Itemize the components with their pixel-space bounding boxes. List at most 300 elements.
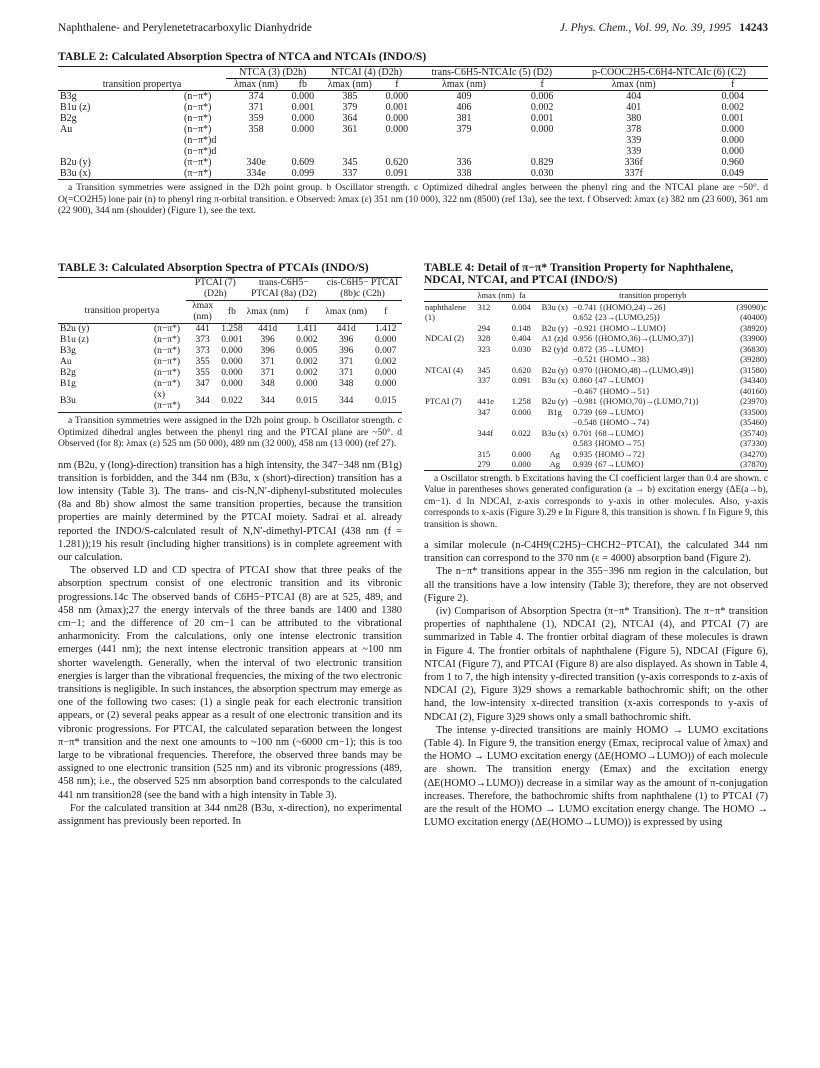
table-cell: 378 [626, 124, 642, 135]
table-3-col-header: transition propertya [58, 301, 186, 324]
table-cell [476, 386, 505, 397]
table-cell: −0.548 {HOMO→74} [572, 417, 651, 427]
table-cell: (34270) [740, 448, 767, 459]
table-cell: (39090)c [736, 301, 767, 312]
table-cell: 379 [342, 102, 358, 113]
table-cell: 0.872 {35→LUMO} [572, 343, 645, 354]
table-cell: 358 [248, 124, 264, 135]
table-cell [538, 417, 572, 428]
table-cell: 0.609 [291, 157, 315, 168]
table-2-grid [58, 66, 768, 180]
table-cell [319, 135, 380, 146]
table-3-col-header: λmax (nm) [186, 301, 219, 324]
table-cell: 0.030 [511, 343, 531, 354]
table-cell: 1.412 [374, 324, 397, 334]
table-cell: 0.000 [221, 368, 243, 378]
paragraph: a similar molecule (n-C4H9(C2H5)−CHCH2−PTCAI), the calculated 344 nm transition can correspond to the 370 nm (ε = 4000) absorption band (Figure 2). [424, 540, 768, 565]
table-cell: 371 [339, 357, 354, 367]
table-cell: 312 [477, 301, 491, 312]
table-cell: B3u (x) [541, 427, 568, 438]
table-cell: 0.000 [291, 91, 315, 102]
table-cell [476, 438, 505, 449]
table-cell: 328 [477, 333, 491, 343]
table-cell: 0.148 [511, 322, 531, 333]
table-cell: 0.000 [721, 135, 744, 146]
table-row [424, 459, 768, 470]
table-cell: 0.000 [721, 124, 744, 135]
table-row [424, 396, 768, 407]
table-cell: 0.000 [385, 113, 409, 124]
table-cell: 336 [456, 157, 472, 168]
table-cell: 371 [248, 102, 264, 113]
table-cell: 0.583 {HOMO→75} [572, 438, 646, 448]
table-cell: B3u [60, 395, 76, 406]
table-row [58, 102, 768, 113]
table-cell: (n−π*) [154, 335, 180, 345]
table-cell: 345 [342, 157, 358, 168]
table-cell: 0.015 [374, 395, 397, 406]
table-row [58, 368, 402, 379]
table-3-body [58, 324, 402, 413]
paragraph: nm (B2u, y (long)-direction) transition has a high intensity, the 347−348 nm (B1g) transition is forbidden, and the 344 nm (B3u, x (short)-direction) transition has a low intensity (Table 3). The trans- and cis-N,N′-diphenyl-substituted molecules (8a and 8b) show almost the same transition properties, because the transition properties are mainly determined by the PTCAI moiety. Sadrai et al. already reported the INDO/S-calculated result of N,N′-dimethyl-PTCAI (438 nm (f = 1.281));19 his result (including higher transitions) is in complete agreement with our calculation. [58, 459, 402, 563]
table-4-footnote: a Oscillator strength. b Excitations having the CI coefficient larger than 0.4 are shown. c Value in parentheses shows generated configuration (a → b) excitation energy (ΔE(a→b), cm−1). d In NDCAI, z-axis corresponds to y-axis in other molecules. Also, y-axis corresponds to x-axis (Figure 3).29 e In Figure 8, this transition is shown. f In Figure 9, this transition is shown. [424, 473, 768, 530]
table-2-group-header: NTCA (3) (D2h) [226, 67, 319, 79]
table-cell: B2u (y) [541, 396, 568, 406]
table-2-group-header: NTCAI (4) (D2h) [319, 67, 413, 79]
table-2-col-header: λmax (nm) [414, 79, 515, 91]
table-cell: 0.002 [296, 335, 318, 345]
table-cell: 1.258 [221, 324, 243, 334]
table-2-col-header: λmax (nm) [226, 79, 286, 91]
table-cell: NTCAI (4) [425, 364, 464, 375]
table-3-group-header: trans-C6H5− PTCAI (8a) (D2) [245, 278, 323, 301]
table-cell [58, 146, 182, 157]
table-cell: 0.000 [374, 379, 397, 389]
table-row [58, 146, 768, 157]
table-cell: (1) [425, 312, 435, 322]
table-cell: (35740) [740, 427, 767, 438]
table-row [58, 379, 402, 390]
table-cell: 0.000 [511, 448, 531, 459]
table-cell: 340e [246, 157, 266, 168]
table-cell: 385 [342, 91, 358, 102]
table-cell: 0.000 [291, 124, 315, 135]
table-cell: A1 (z)d [541, 333, 568, 343]
table-cell [380, 135, 414, 146]
table-cell: 359 [248, 113, 264, 124]
table-3-grid [58, 277, 402, 413]
table-cell: (35460) [740, 417, 767, 427]
table-cell: 371 [339, 368, 354, 378]
table-cell [538, 354, 572, 365]
table-cell: (n−π*) [154, 357, 180, 367]
table-2-title: TABLE 2: Calculated Absorption Spectra of NTCA and NTCAIs (INDO/S) [58, 51, 427, 63]
table-row [424, 417, 768, 428]
table-3-col-header: fb [219, 301, 244, 324]
table-cell: 0.000 [291, 113, 315, 124]
table-cell: 0.000 [296, 379, 318, 389]
table-cell [424, 417, 476, 428]
table-cell: B2u (y) [541, 322, 568, 333]
table-2-col-header: λmax (nm) [319, 79, 380, 91]
table-cell: (n−π*) [154, 379, 180, 389]
table-cell: 404 [626, 91, 642, 102]
table-row [58, 346, 402, 357]
table-cell: NDCAI (2) [425, 333, 464, 343]
table-cell: 0.022 [511, 427, 531, 438]
table-cell: 0.000 [221, 357, 243, 367]
table-cell: B3u (x) [541, 375, 568, 385]
table-cell: 406 [456, 102, 472, 113]
table-cell: 0.002 [721, 102, 744, 113]
table-cell: 345 [477, 364, 491, 375]
table-row [58, 168, 768, 180]
table-row [424, 333, 768, 344]
table-cell: 0.001 [291, 102, 315, 113]
table-cell [319, 146, 380, 157]
table-cell [424, 375, 476, 386]
table-4-body [424, 301, 768, 470]
table-cell: 0.005 [296, 346, 318, 356]
table-cell: 336f [624, 157, 643, 168]
table-cell: 0.829 [530, 157, 554, 168]
table-3-title: TABLE 3: Calculated Absorption Spectra of PTCAIs (INDO/S) [58, 262, 369, 274]
table-cell: 0.000 [511, 406, 531, 417]
table-cell: (π−π*) [184, 168, 212, 179]
table-cell: 339 [626, 135, 642, 146]
table-cell: 0.001 [721, 113, 744, 124]
table-cell [424, 323, 476, 334]
table-row [424, 428, 768, 439]
paragraph: The observed LD and CD spectra of PTCAI show that three peaks of the absorption spectrum consist of one electronic transition and its vibronic progressions.14c The observed bands of C6H5−PTCAI (8) are at 525, 489, and 458 nm (λmax);27 the energy intervals of the three bands are 1400 and 1380 cm−1; and the difference of 20 cm−1 can be attributed to the vibrational anharmonicity. From the calculations, only one intense electronic transition emerges (441 nm); the next intense electronic transition appears at ~100 nm shorter wavelength. Generally, when the interval of two electronic transition energies is larger than the vibrational frequencies, the mixing of the two electronic transitions is negligible. In such instances, the absorption spectrum may emerge as one of the following two cases: (1) a single peak for each electronic transition appears, or (2) several peaks appear as a result of one electronic transition and its vibronic progressions. For PTCAI, the calculated separation between the longest π−π* transition and the next one amounts to ~100 nm (~6000 cm−1); this is too large to be vibrational frequencies. Therefore, the observed three bands may be assigned to one electronic transition (525 nm) and its vibronic progressions (489, 458 nm); i.e., the observed 525 nm absorption band corresponds to the calculated 441 nm transition28 (see the band with a high intensity in Table 3). [58, 565, 402, 801]
table-row [424, 438, 768, 449]
table-cell [380, 146, 414, 157]
table-cell: naphthalene [425, 301, 467, 312]
table-cell: B3g [60, 91, 77, 102]
left-column [58, 262, 402, 828]
table-cell: −0.921 {HOMO→LUMO} [572, 322, 667, 333]
table-cell: 361 [342, 124, 358, 135]
table-cell: 0.004 [511, 301, 531, 312]
table-cell [424, 428, 476, 439]
table-cell: (π−π*) [154, 324, 181, 334]
table-cell: 344f [477, 427, 494, 438]
table-cell: 0.956 {(HOMO,36)→(LUMO,37)} [572, 333, 695, 343]
table-2-group-header: trans-C6H5-NTCAIc (5) (D2) [414, 67, 570, 79]
table-4-col-header: transition propertyb [538, 290, 768, 302]
table-cell: −0.741 {(HOMO,24)→26} [572, 301, 667, 312]
table-2-col-header: f [514, 79, 570, 91]
table-cell: (n−π*)d [184, 135, 217, 146]
table-cell [226, 135, 286, 146]
table-cell: (40160) [740, 385, 767, 396]
table-2-col-header: fb [286, 79, 319, 91]
table-2-col-header: λmax (nm) [570, 79, 698, 91]
table-cell: (37330) [740, 438, 767, 448]
table-cell: 441 [195, 324, 210, 334]
table-cell [505, 438, 538, 449]
table-cell: 338 [456, 168, 472, 179]
table-cell: 0.001 [530, 113, 554, 124]
table-cell: B2u (y) [60, 324, 90, 334]
table-row [424, 312, 768, 323]
table-row [424, 407, 768, 418]
table-cell: 409 [456, 91, 472, 102]
table-3-footnote: a Transition symmetries were assigned in the D2h point group. b Oscillator strength. c Optimized dihedral angles between the phenyl ring and the PTCAI plane are ~50°. d Observed (for 8): λmax (ε) 525 nm (50 000), 489 nm (32 000), 458 nm (13 000) (ref 27). [58, 416, 402, 449]
table-2-col-header: f [380, 79, 414, 91]
table-4-grid [424, 289, 768, 471]
table-row [58, 335, 402, 346]
table-cell: 396 [260, 335, 275, 345]
table-cell: 279 [477, 459, 491, 469]
table-cell: PTCAI (7) [425, 396, 462, 406]
table-2-col-header: f [698, 79, 769, 91]
table-cell: (n−π*) [154, 368, 180, 378]
table-cell: (36830) [740, 343, 767, 354]
table-cell: B2u (y) [541, 364, 568, 375]
table-cell: 401 [626, 102, 642, 113]
table-cell: 323 [477, 343, 491, 354]
table-cell: −0.467 {HOMO→51} [572, 385, 651, 396]
table-row [424, 386, 768, 397]
table-cell: 344 [260, 395, 275, 406]
table-cell [476, 354, 505, 365]
table-cell: 0.620 [385, 157, 409, 168]
table-cell: 396 [260, 346, 275, 356]
table-cell [538, 312, 572, 323]
table-cell: 0.091 [385, 168, 409, 179]
table-cell: (n−π*) [184, 124, 212, 135]
table-row [58, 157, 768, 168]
table-cell [505, 312, 538, 323]
table-2 [58, 51, 768, 218]
table-cell: 1.411 [296, 324, 318, 334]
table-cell: 344 [195, 395, 210, 406]
table-3-group-header: cis-C6H5− PTCAI (8b)c (C2h) [323, 278, 402, 301]
table-cell: −0.521 {HOMO→38} [572, 354, 651, 364]
paragraph: The intense y-directed transitions are mainly HOMO → LUMO excitations (Table 4). In Figure 9, the transition energy (Emax, reciprocal value of λmax) and the HOMO → LUMO excitation energy (ΔE(HOMO→LUMO)) of each molecule are shown. The transition energy (Emax) and the excitation energy (ΔE(HOMO→LUMO)) decrease in a similar way as the amount of π-conjugation increases. Therefore, the bathochromic shifts from naphthalene (1) to PTCAI (7) are the result of the HOMO → LUMO excitation energy change. The HOMO → LUMO excitation energy (ΔE(HOMO→LUMO)) is expressed by using [424, 724, 768, 829]
table-cell [424, 386, 476, 397]
table-cell: 441e [477, 396, 494, 406]
table-cell: 0.970 {(HOMO,48)→(LUMO,49)} [572, 364, 695, 375]
table-cell [424, 459, 476, 470]
table-cell: 344 [339, 395, 354, 406]
table-cell: 347 [477, 406, 491, 417]
right-column [424, 262, 768, 829]
table-cell [505, 354, 538, 365]
table-cell [58, 135, 182, 146]
table-cell: (n−π*)d [184, 146, 217, 157]
table-cell: 0.935 {HOMO→72} [572, 448, 646, 459]
table-row [424, 323, 768, 334]
table-cell: 337 [477, 375, 491, 385]
table-cell [538, 438, 572, 449]
table-cell: B1g [547, 406, 562, 417]
table-cell: B1g [60, 379, 76, 389]
table-cell: (39280) [740, 354, 767, 364]
table-cell: 0.002 [296, 368, 318, 378]
table-cell: (n−π*) [154, 346, 180, 356]
table-cell: −0.981 {(HOMO,70)→(LUMO,71)} [572, 396, 700, 406]
table-cell: B1u (z) [60, 102, 91, 113]
table-cell [476, 312, 505, 323]
table-cell: 0.000 [221, 346, 243, 356]
table-cell: 371 [260, 357, 275, 367]
table-cell: B1u (z) [60, 335, 89, 345]
table-row [424, 344, 768, 355]
table-cell: 371 [260, 368, 275, 378]
table-cell: 0.015 [296, 395, 318, 406]
table-3-col-header: f [291, 301, 323, 324]
table-cell [286, 135, 319, 146]
table-cell: 0.004 [721, 91, 744, 102]
table-cell: 0.939 {67→LUMO} [572, 459, 645, 469]
table-cell: 373 [195, 346, 210, 356]
table-cell: 374 [248, 91, 264, 102]
paragraph: The n−π* transitions appear in the 355−396 nm region in the calculation, but all the transitions have a low intensity (Table 3); therefore, they are not observed (Figure 2). [424, 566, 768, 604]
table-cell: B2u (y) [60, 157, 91, 168]
table-cell: 355 [195, 357, 210, 367]
table-cell [414, 135, 515, 146]
table-3-col-header: f [369, 301, 402, 324]
table-cell: Au [60, 357, 72, 367]
table-cell [505, 386, 538, 397]
table-cell [538, 386, 572, 397]
table-row [58, 91, 768, 103]
table-4-title: TABLE 4: Detail of π−π* Transition Property for Naphthalene, NDCAI, NTCAI, and PTCAI (INDO/S) [424, 262, 734, 286]
table-2-footnote: a Transition symmetries were assigned in the D2h point group. b Oscillator strength. c Optimized dihedral angles between the phenyl ring and the NTCAI plane are ~50°. d O(=CO2H5) lone pair (n) to phenyl ring π-orbital transition. e Observed: λmax (ε) 351 nm (10 000), 322 nm (8500) (ref 13a), see the text. f Observed: λmax (ε) 382 nm (23 600), 361 nm (22 900), 344 nm (shoulder) (Figure 1), see the text. [58, 183, 768, 216]
table-cell: 334e [246, 168, 266, 179]
table-cell: B3u (x) [60, 168, 91, 179]
table-cell: 396 [339, 346, 354, 356]
table-cell: Ag [549, 448, 560, 459]
header-citation [560, 22, 768, 34]
table-cell: 396 [339, 335, 354, 345]
table-cell: Au [60, 124, 73, 135]
table-cell: 0.006 [530, 91, 554, 102]
table-cell: 0.860 {47→LUMO} [572, 375, 645, 385]
right-body-text [424, 539, 768, 829]
table-cell [514, 146, 570, 157]
table-cell [514, 135, 570, 146]
paragraph: For the calculated transition at 344 nm28 (B3u, x-direction), no experimental assignment has previously been reported. In [58, 802, 402, 827]
table-cell: (40400) [740, 312, 767, 322]
table-cell: 0.000 [530, 124, 554, 135]
table-3-group-header: PTCAI (7) (D2h) [186, 278, 245, 301]
table-cell: (31580) [740, 364, 767, 375]
table-cell: 364 [342, 113, 358, 124]
table-cell: 348 [339, 379, 354, 389]
table-cell: 0.960 [721, 157, 744, 168]
table-cell: B2g [60, 368, 76, 378]
table-cell: 441d [258, 324, 278, 334]
table-cell: (37870) [740, 459, 767, 469]
header-title: Naphthalene- and Perylenetetracarboxylic Dianhydride [58, 22, 312, 34]
table-cell: 339 [626, 146, 642, 157]
table-cell: (π−π*) [184, 157, 212, 168]
table-cell [414, 146, 515, 157]
table-cell [424, 344, 476, 355]
citation-text: J. Phys. Chem., Vol. 99, No. 39, 1995 [559, 22, 732, 34]
table-cell: 337 [342, 168, 358, 179]
table-cell: B3g [60, 346, 76, 356]
table-cell: 0.404 [511, 333, 531, 343]
table-row [58, 357, 402, 368]
table-cell: (x) (π−π*) [154, 390, 181, 411]
table-cell: 0.000 [385, 124, 409, 135]
table-cell: (23970) [740, 396, 767, 406]
table-cell [424, 407, 476, 418]
table-cell: (34340) [740, 375, 767, 385]
table-cell: B2 (y)d [541, 343, 568, 354]
table-row [58, 135, 768, 146]
table-cell: (n−π*) [184, 91, 212, 102]
table-cell: 347 [195, 379, 210, 389]
table-row [58, 124, 768, 135]
table-cell: 0.000 [374, 335, 397, 345]
table-cell: 0.022 [221, 395, 243, 406]
table-cell: 381 [456, 113, 472, 124]
table-cell: 0.701 {68→LUMO} [572, 427, 645, 438]
table-2-body [58, 91, 768, 180]
table-cell: 0.620 [511, 364, 531, 375]
lambda-header: λmax (nm) [477, 290, 515, 300]
table-row [58, 113, 768, 124]
table-cell: 294 [477, 322, 491, 333]
table-row [424, 365, 768, 376]
table-3-col-header: λmax (nm) [245, 301, 291, 324]
table-cell: 0.000 [721, 146, 744, 157]
table-cell: 379 [456, 124, 472, 135]
table-cell [476, 417, 505, 428]
table-cell [424, 449, 476, 460]
table-cell [424, 354, 476, 365]
table-cell: 380 [626, 113, 642, 124]
table-cell: 441d [336, 324, 356, 334]
table-row [58, 324, 402, 336]
table-row [58, 390, 402, 413]
f-header: fa [519, 290, 526, 300]
table-cell: 0.091 [511, 375, 531, 385]
table-row [424, 354, 768, 365]
table-cell: 373 [195, 335, 210, 345]
page-number: 14243 [739, 22, 768, 34]
table-cell: 0.007 [374, 346, 397, 356]
table-cell: 0.049 [721, 168, 744, 179]
table-cell: 0.000 [374, 368, 397, 378]
table-cell: 0.652 {23→(LUMO,25)} [572, 312, 661, 322]
table-row [424, 375, 768, 386]
table-cell: 0.001 [385, 102, 409, 113]
table-2-col-header: transition propertya [58, 79, 226, 91]
table-cell: Ag [549, 459, 560, 469]
table-cell: 337f [624, 168, 643, 179]
table-cell: 0.739 {69→LUMO} [572, 406, 645, 417]
table-cell: 0.002 [296, 357, 318, 367]
table-cell: (33500) [740, 406, 767, 417]
table-cell: 0.002 [530, 102, 554, 113]
table-cell: (33900) [740, 333, 767, 343]
table-row [424, 449, 768, 460]
table-cell [226, 146, 286, 157]
table-cell: 348 [260, 379, 275, 389]
table-cell: (38920) [740, 322, 767, 333]
table-cell: 355 [195, 368, 210, 378]
table-cell: B2g [60, 113, 77, 124]
table-cell: 1.258 [511, 396, 531, 406]
table-cell: 315 [477, 448, 491, 459]
table-cell: 0.000 [511, 459, 531, 469]
